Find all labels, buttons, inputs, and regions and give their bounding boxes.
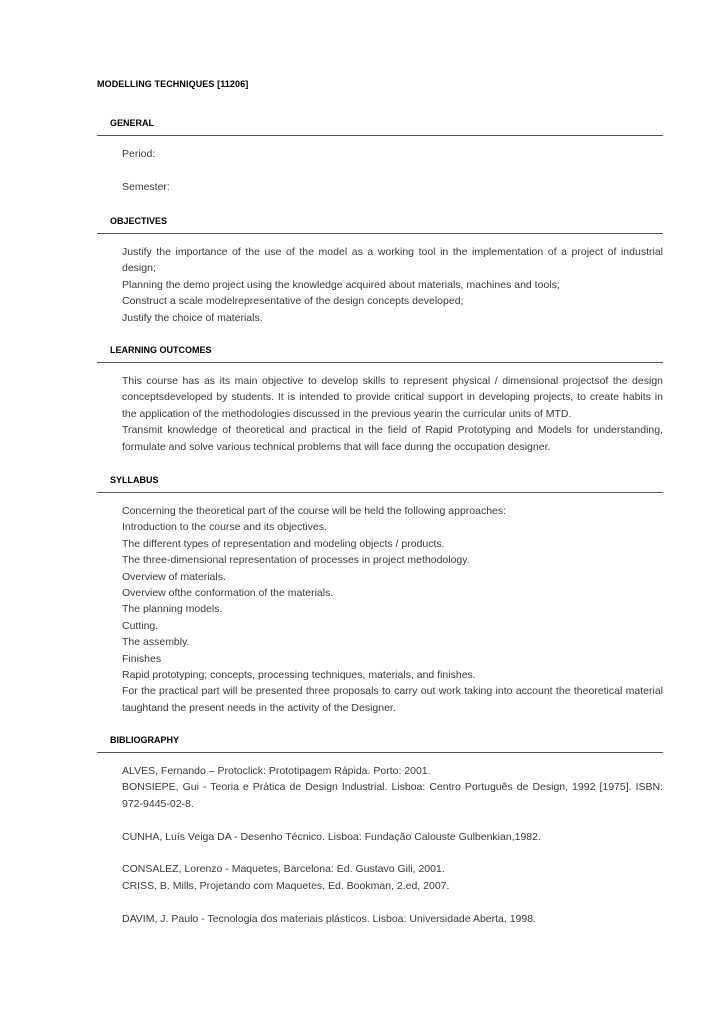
objective-item: Justify the importance of the use of the model as a working tool in the implementation of a project of industrial design;	[122, 246, 663, 275]
objective-item: Justify the choice of materials.	[122, 311, 263, 324]
syllabus-item: The different types of representation and modeling objects / products.	[122, 537, 445, 550]
section-heading-syllabus: SYLLABUS	[110, 475, 159, 485]
section-divider	[97, 233, 663, 234]
section-divider	[97, 135, 663, 136]
syllabus-item: Introduction to the course and its objectives.	[122, 521, 327, 534]
document-title: MODELLING TECHNIQUES [11206]	[97, 79, 249, 89]
syllabus-item: Concerning the theoretical part of the course will be held the following approaches:	[122, 505, 507, 517]
syllabus-item: Overview ofthe conformation of the materials.	[122, 587, 334, 600]
bibliography-entry: BONSIEPE, Gui - Teoria e Prática de Design Industrial. Lisboa: Centro Português de Design, 1992 [1975]. ISBN: 972-9445-02-8.	[122, 781, 663, 810]
period-label: Period:	[122, 148, 156, 160]
semester-label: Semester:	[122, 180, 170, 193]
syllabus-item: For the practical part will be presented three proposals to carry out work taking into account the theoretical material taughtand the present needs in the activity of the Designer.	[122, 685, 663, 714]
bibliography-entry: DAVIM, J. Paulo - Tecnologia dos materiais plásticos. Lisboa: Universidade Aberta, 1998.	[122, 912, 536, 925]
section-divider	[97, 492, 663, 493]
general-body	[122, 146, 663, 195]
section-heading-learning-outcomes: LEARNING OUTCOMES	[110, 345, 212, 355]
learning-outcome-paragraph: This course has as its main objective to develop skills to represent physical / dimensional projectsof the design conceptsdeveloped by students. It is intended to provide critical support in developing projects, to create habits in the application of the methodologies discussed in the previous yearin the curricular units of MTD.	[122, 375, 663, 420]
section-divider	[97, 752, 663, 753]
bibliography-entry: ALVES, Fernando – Protoclick: Prototipagem Rápida. Porto: 2001.	[122, 765, 431, 777]
syllabus-body	[122, 503, 663, 716]
section-heading-bibliography: BIBLIOGRAPHY	[110, 735, 180, 745]
section-heading-objectives: OBJECTIVES	[110, 216, 168, 226]
learning-outcomes-body	[122, 373, 663, 455]
section-heading-general: GENERAL	[110, 118, 155, 128]
syllabus-item: Rapid prototyping; concepts, processing techniques, materials, and finishes.	[122, 669, 476, 682]
syllabus-item: The planning models.	[122, 603, 223, 616]
section-divider	[97, 362, 663, 363]
section-bibliography	[97, 734, 663, 927]
syllabus-item: The three-dimensional representation of processes in project methodology.	[122, 554, 470, 567]
bibliography-entry: CRISS, B. Mills, Projetando com Maquetes, Ed. Bookman, 2.ed, 2007.	[122, 879, 450, 892]
learning-outcome-paragraph: Transmit knowledge of theoretical and practical in the field of Rapid Prototyping and Models for understanding, formulate and solve various technical problems that will face during the occupation designer.	[122, 424, 663, 453]
bibliography-entry: CUNHA, Luís Veiga DA - Desenho Técnico. Lisboa: Fundação Calouste Gulbenkian,1982.	[122, 830, 541, 843]
objective-item: Planning the demo project using the knowledge acquired about materials, machines and tools;	[122, 278, 560, 291]
syllabus-item: Cutting.	[122, 619, 159, 632]
syllabus-item: The assembly.	[122, 636, 190, 649]
objectives-body	[122, 244, 663, 326]
syllabus-item: Overview of materials.	[122, 570, 226, 583]
section-objectives	[97, 215, 663, 326]
bibliography-body	[122, 763, 663, 927]
bibliography-entry: CONSALEZ, Lorenzo - Maquetes, Barcelona: Ed. Gustavo Gili, 2001.	[122, 863, 445, 876]
section-general	[97, 117, 663, 195]
syllabus-item: Finishes	[122, 652, 162, 665]
objective-item: Construct a scale modelrepresentative of the design concepts developed;	[122, 295, 464, 308]
section-learning-outcomes	[97, 344, 663, 455]
section-syllabus	[97, 474, 663, 716]
